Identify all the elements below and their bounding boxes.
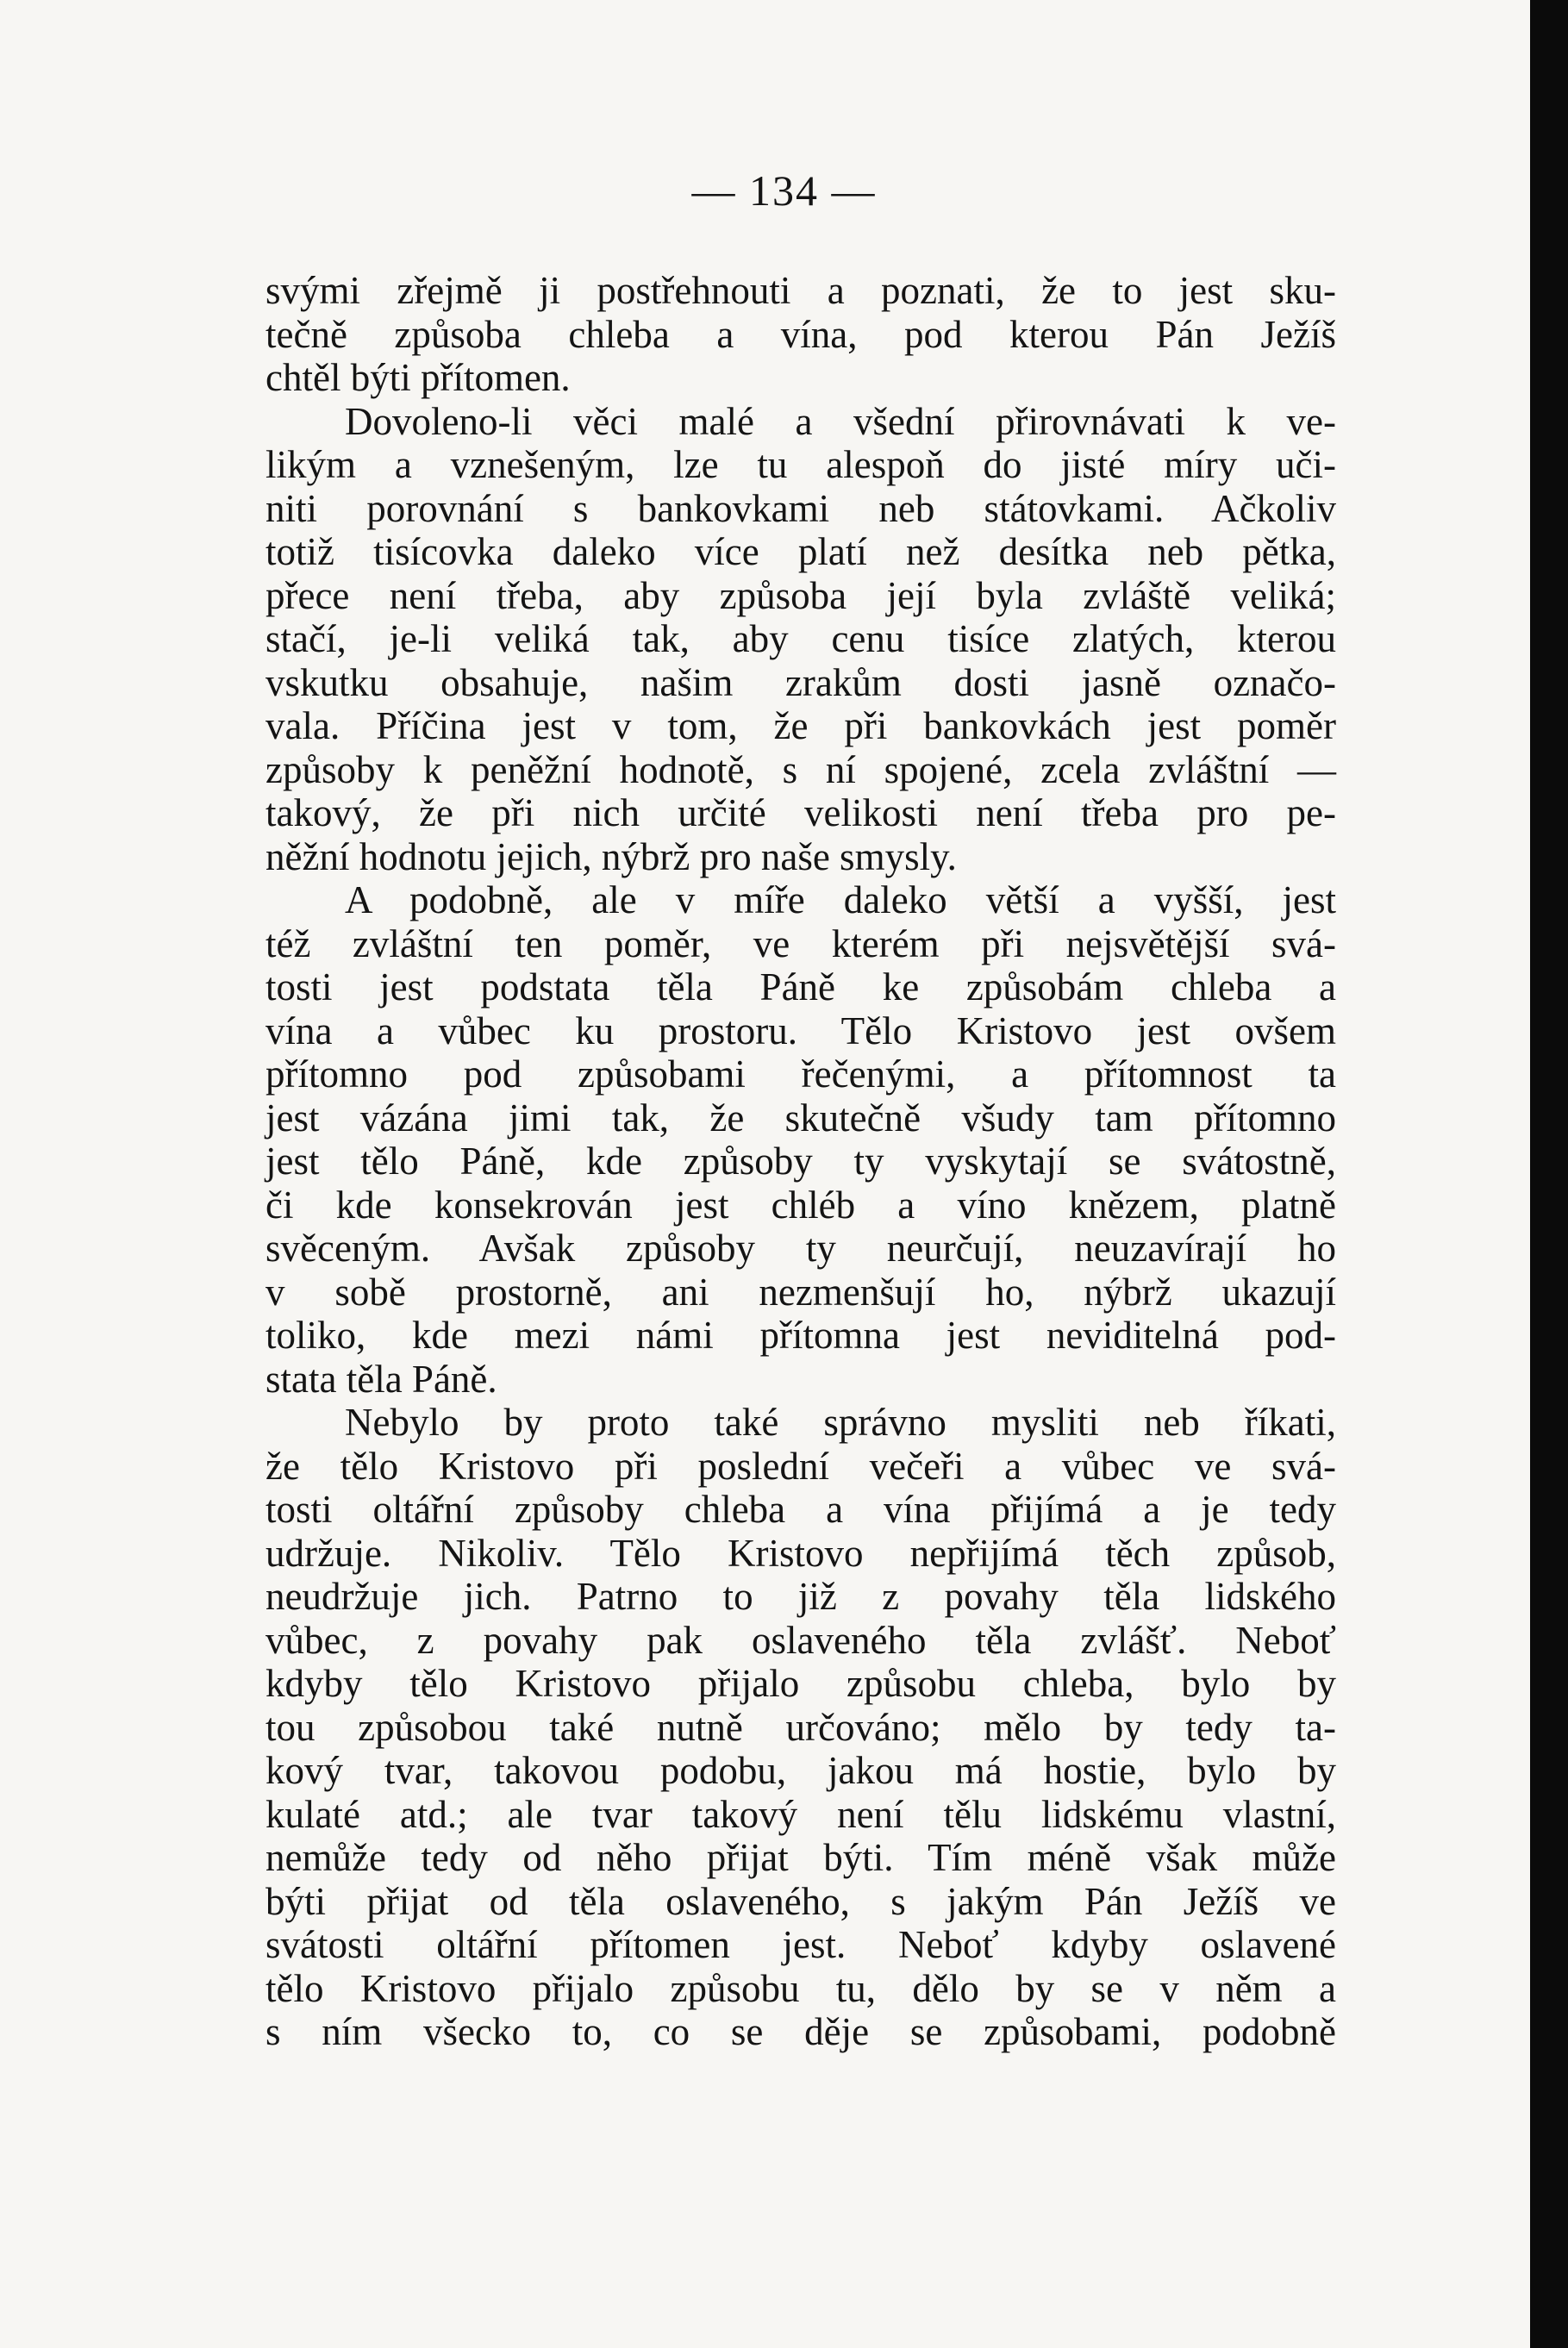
text-line: Dovoleno-li věci malé a všední přirovnávati k ve- bbox=[345, 399, 1336, 443]
text-line: vskutku obsahuje, našim zrakům dosti jasně označo- bbox=[265, 660, 1336, 704]
text-line: stata těla Páně. bbox=[265, 1357, 497, 1401]
text-line: něžní hodnotu jejich, nýbrž pro naše smysly. bbox=[265, 834, 957, 878]
text-line: vala. Příčina jest v tom, že při bankovkách jest poměr bbox=[265, 704, 1336, 747]
text-line: způsoby k peněžní hodnotě, s ní spojené, zcela zvláštní — bbox=[265, 747, 1336, 791]
text-line: takový, že při nich určité velikosti není třeba pro pe- bbox=[265, 791, 1336, 834]
text-line: býti přijat od těla oslaveného, s jakým Pán Ježíš ve bbox=[265, 1879, 1336, 1923]
text-line: v sobě prostorně, ani nezmenšují ho, nýbrž ukazují bbox=[265, 1270, 1336, 1314]
text-line: niti porovnání s bankovkami neb státovkami. Ačkoliv bbox=[265, 486, 1336, 530]
text-line: či kde konsekrován jest chléb a víno knězem, platně bbox=[265, 1183, 1336, 1227]
text-line: že tělo Kristovo při poslední večeři a vůbec ve svá- bbox=[265, 1444, 1336, 1488]
text-line: tosti oltářní způsoby chleba a vína přijímá a je tedy bbox=[265, 1488, 1336, 1531]
text-line: udržuje. Nikoliv. Tělo Kristovo nepřijímá těch způsob, bbox=[265, 1531, 1336, 1575]
text-line: tou způsobou také nutně určováno; mělo by tedy ta- bbox=[265, 1705, 1336, 1749]
text-line: stačí, je-li veliká tak, aby cenu tisíce zlatých, kterou bbox=[265, 617, 1336, 660]
page-edge-shadow bbox=[1530, 0, 1568, 2348]
text-line: tělo Kristovo přijalo způsobu tu, dělo by se v něm a bbox=[265, 1966, 1336, 2010]
text-line: jest vázána jimi tak, že skutečně všudy tam přítomno bbox=[265, 1096, 1336, 1140]
text-line: A podobně, ale v míře daleko větší a vyšší, jest bbox=[345, 878, 1336, 921]
page-number: — 134 — bbox=[691, 166, 877, 215]
text-line: přece není třeba, aby způsoba její byla zvláště veliká; bbox=[265, 573, 1336, 617]
text-line: jest tělo Páně, kde způsoby ty vyskytají se svátostně, bbox=[265, 1140, 1336, 1183]
text-line: kulaté atd.; ale tvar takový není tělu lidskému vlastní, bbox=[265, 1792, 1336, 1836]
text-line: přítomno pod způsobami řečenými, a přítomnost ta bbox=[265, 1052, 1336, 1096]
text-line: Nebylo by proto také správno mysliti neb říkati, bbox=[345, 1401, 1336, 1444]
text-line: toliko, kde mezi námi přítomna jest neviditelná pod- bbox=[265, 1314, 1336, 1357]
text-line: vůbec, z povahy pak oslaveného těla zvlášť. Neboť bbox=[265, 1618, 1336, 1662]
text-line: tosti jest podstata těla Páně ke způsobám chleba a bbox=[265, 965, 1336, 1009]
text-line: nemůže tedy od něho přijat býti. Tím méně však může bbox=[265, 1836, 1336, 1879]
text-line: kdyby tělo Kristovo přijalo způsobu chleba, bylo by bbox=[265, 1662, 1336, 1705]
body-text bbox=[265, 269, 1336, 2054]
text-line: též zvláštní ten poměr, ve kterém při nejsvětější svá- bbox=[265, 921, 1336, 965]
text-line: tečně způsoba chleba a vína, pod kterou Pán Ježíš bbox=[265, 312, 1336, 356]
text-line: svými zřejmě ji postřehnouti a poznati, že to jest sku- bbox=[265, 269, 1336, 312]
text-line: svátosti oltářní přítomen jest. Neboť kdyby oslavené bbox=[265, 1923, 1336, 1966]
text-line: vína a vůbec ku prostoru. Tělo Kristovo jest ovšem bbox=[265, 1009, 1336, 1052]
text-line: s ním všecko to, co se děje se způsobami, podobně bbox=[265, 2010, 1336, 2053]
text-line: svěceným. Avšak způsoby ty neurčují, neuzavírají ho bbox=[265, 1227, 1336, 1270]
text-line: chtěl býti přítomen. bbox=[265, 356, 571, 399]
text-line: neudržuje jich. Patrno to již z povahy těla lidského bbox=[265, 1575, 1336, 1618]
text-line: totiž tisícovka daleko více platí než desítka neb pětka, bbox=[265, 530, 1336, 573]
text-line: likým a vznešeným, lze tu alespoň do jisté míry uči- bbox=[265, 443, 1336, 486]
text-line: kový tvar, takovou podobu, jakou má hostie, bylo by bbox=[265, 1749, 1336, 1792]
